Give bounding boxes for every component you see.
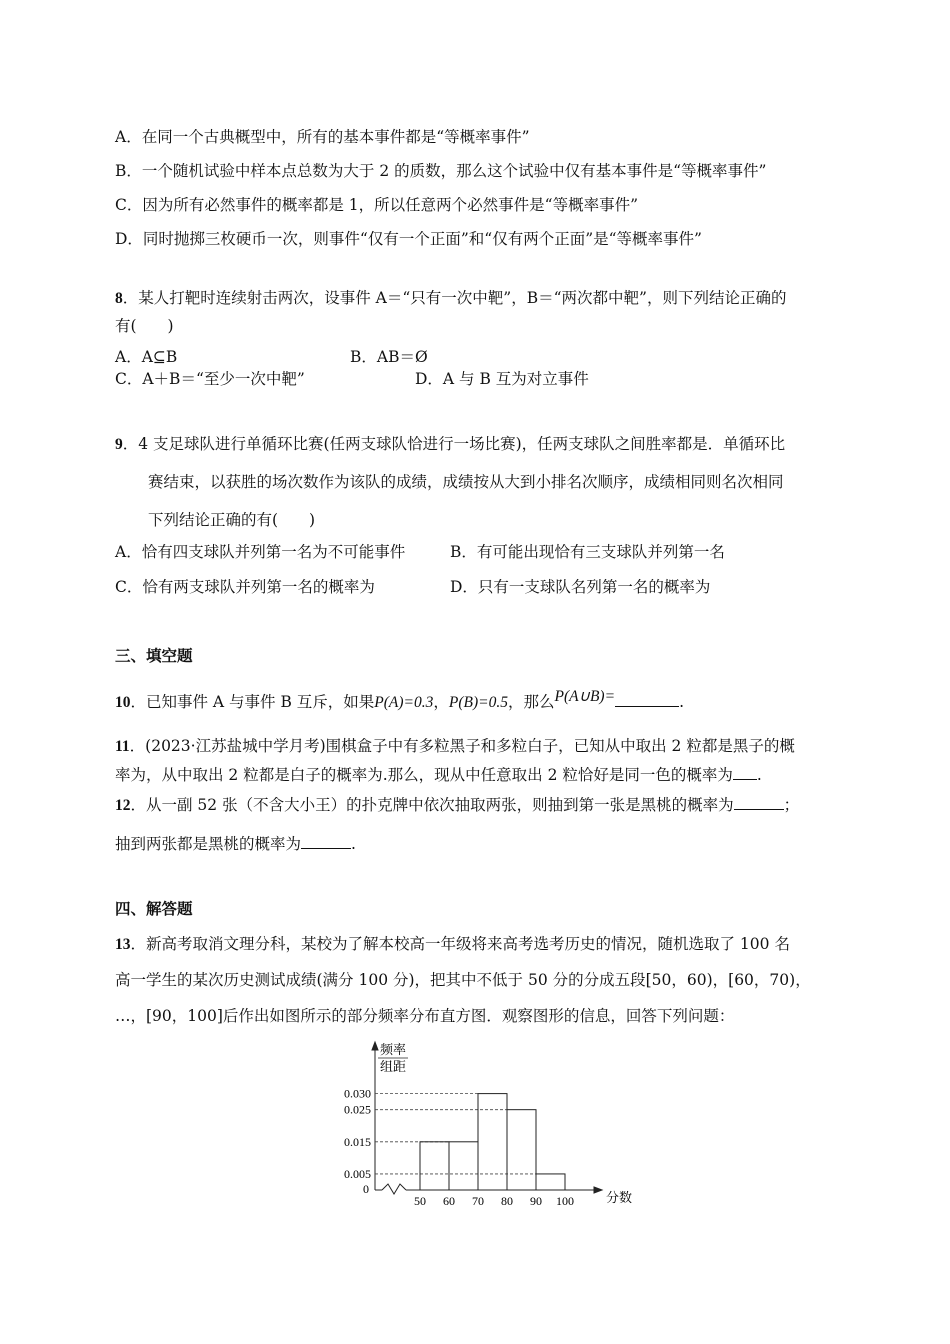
q10-answer-blank[interactable] [615,690,679,707]
frequency-histogram [320,1038,640,1210]
q8-stem-line1: ．某人打靶时连续射击两次，设事件 A＝“只有一次中靶”，B＝“两次都中靶”，则下列结论正确的 [122,289,787,307]
q10 [115,690,684,713]
q13-line2: 高一学生的某次历史测试成绩(满分 100 分)，把其中不低于 50 分的分成五段[50，60)，[60，70)， [115,971,811,989]
q13-line3: …，[90，100]后作出如图所示的部分频率分布直方图．观察图形的信息，回答下列问题： [115,1007,735,1025]
x-axis-break [382,1184,406,1194]
q9-stem-line2: 赛结束，以获胜的场次数作为该队的成绩，成绩按从大到小排名次顺序，成绩相同则名次相同 [148,473,784,491]
q8-option-c: C．A＋B＝“至少一次中靶” [115,370,305,388]
q8-option-b: B．AB＝Ø [350,348,428,366]
q10-text: ．已知事件 A 与事件 B 互斥，如果 [130,693,375,711]
y-tick-label-0.005: 0.005 [344,1166,371,1181]
q9-stem [115,434,785,455]
q8-number: 8 [115,290,123,307]
q12-number: 12 [115,797,131,814]
q10-pb: P(B)=0.5 [448,694,508,711]
x-axis-arrow [594,1187,602,1193]
q13-line1: ．新高考取消文理分科，某校为了解本校高一年级将来高考选考历史的情况，随机选取了 100 名 [130,935,790,953]
q11-line1: ．(2023·江苏盐城中学月考)围棋盒子中有多粒黑子和多粒白子，已知从中取出 2 粒都是黑子的概 [129,737,795,755]
q10-end: . [679,693,684,711]
q8-option-a: A．A⊆B [115,348,178,366]
x-tick-label-100: 100 [556,1194,574,1208]
q10-pexpr: P(A∪B)= [554,688,616,705]
x-axis-label: 分数 [606,1190,633,1205]
histogram-bar-[50,60) [420,1142,449,1190]
x-tick-label-90: 90 [530,1194,542,1208]
q8-stem-line2: 有( ) [115,317,174,335]
q11-end: . [756,766,762,784]
q12-line2: 抽到两张都是黑桃的概率为 [115,835,302,853]
y-tick-label-0.030: 0.030 [344,1086,371,1101]
q7-option-c: C．因为所有必然事件的概率都是 1，所以任意两个必然事件是“等概率事件” [115,196,638,214]
x-tick-label-70: 70 [472,1194,484,1208]
q7-option-d: D．同时抛掷三枚硬币一次，则事件“仅有一个正面”和“仅有两个正面”是“等概率事件” [115,230,702,248]
q9-option-c: C．恰有两支球队并列第一名的概率为 [115,578,375,596]
x-tick-label-80: 80 [501,1194,513,1208]
histogram-bar-[70,80) [478,1094,507,1190]
q7-option-a: A．在同一个古典概型中，所有的基本事件都是“等概率事件” [115,128,530,146]
q12-end: . [351,835,356,853]
q8-option-d: D．A 与 B 互为对立事件 [415,370,589,388]
x-tick-label-60: 60 [443,1194,455,1208]
q13 [115,934,790,955]
y-tick-label-0.015: 0.015 [344,1134,371,1149]
q10-mid: ，那么 [508,693,555,711]
y-tick-label-0.025: 0.025 [344,1102,371,1117]
y-axis-label-top: 频率 [380,1042,407,1057]
q12-sep: ； [783,796,800,814]
section-3-title: 三、填空题 [115,646,193,665]
q10-number: 10 [115,694,131,711]
histogram-bar-[60,70) [449,1142,478,1190]
q9-option-b: B．有可能出现恰有三支球队并列第一名 [450,543,725,561]
q9-number: 9 [115,436,123,453]
q11-answer-blank[interactable] [733,763,757,780]
q10-pa: P(A)=0.3 [374,694,434,711]
histogram-bar-[80,90) [507,1110,536,1190]
y-axis-arrow [372,1042,378,1050]
x-tick-label-50: 50 [414,1194,426,1208]
q9-option-d: D．只有一支球队名列第一名的概率为 [450,578,711,596]
q11-line2-wrap [115,763,762,785]
q8-stem [115,288,786,309]
q11 [115,736,795,757]
histogram-bar-[90,100] [536,1174,565,1190]
q12 [115,793,799,816]
q12-answer-blank-1[interactable] [734,793,784,810]
q9-option-a: A．恰有四支球队并列第一名为不可能事件 [115,543,406,561]
q10-comma: ， [433,693,449,711]
q7-option-b: B．一个随机试验中样本点总数为大于 2 的质数，那么这个试验中仅有基本事件是“等概率事件” [115,162,767,180]
q9-stem-line3: 下列结论正确的有( ) [148,511,316,529]
q13-number: 13 [115,936,131,953]
q11-number: 11 [115,738,130,755]
section-4-title: 四、解答题 [115,899,193,918]
q12-answer-blank-2[interactable] [301,832,351,849]
y-axis-label-bottom: 组距 [380,1059,407,1074]
q9-stem-line1: ．4 支足球队进行单循环比赛(任两支球队恰进行一场比赛)，任两支球队之间胜率都是．单循环比 [122,435,786,453]
q11-line2: 率为，从中取出 2 粒都是白子的概率为.那么，现从中任意取出 2 粒恰好是同一色的概率为 [115,766,733,784]
q12-line1: ．从一副 52 张（不含大小王）的扑克牌中依次抽取两张，则抽到第一张是黑桃的概率为 [130,796,734,814]
q12-line2-wrap [115,832,356,854]
origin-label: 0 [363,1182,369,1196]
